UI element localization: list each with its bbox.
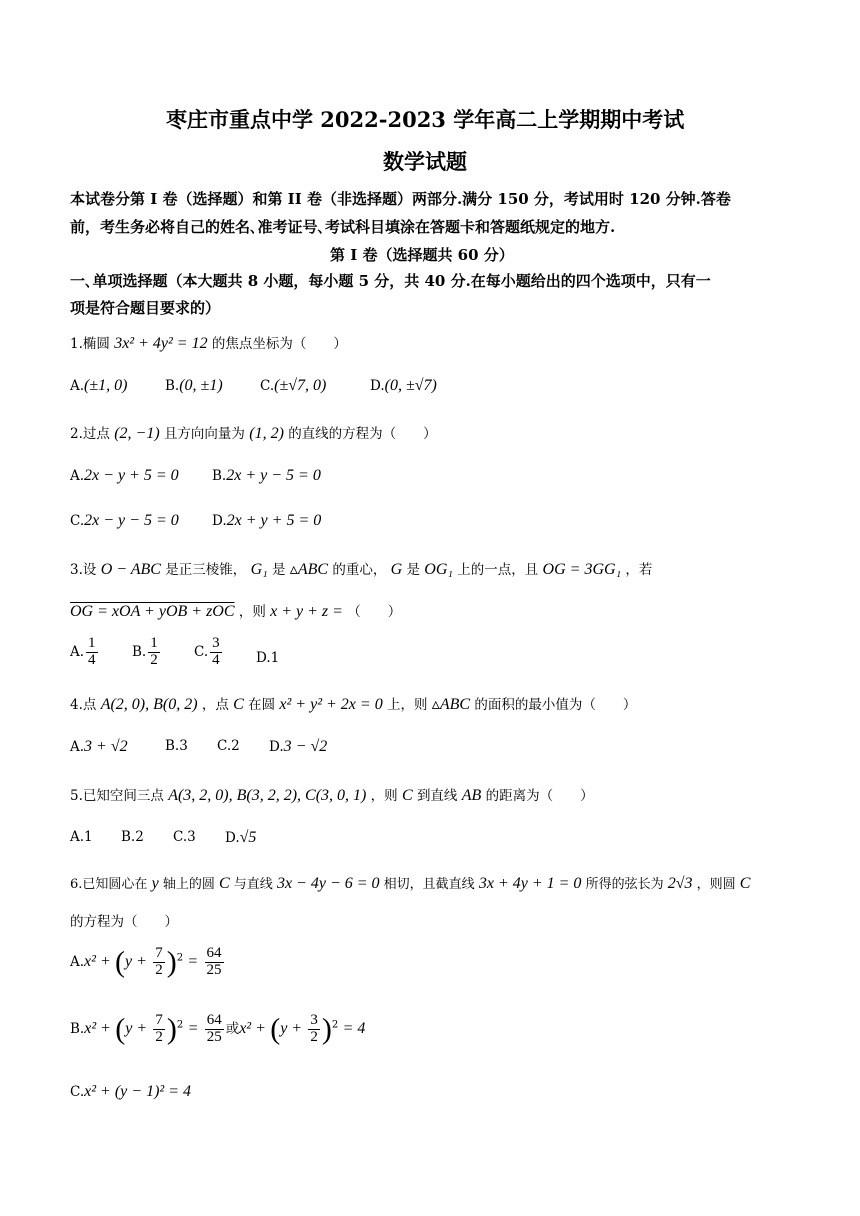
denominator: 25	[206, 961, 222, 978]
fraction	[153, 946, 165, 979]
question-text: 上的一点，且	[457, 562, 539, 578]
q2-option-a[interactable]	[70, 467, 179, 485]
question-text: 所得的弦长为	[585, 877, 664, 892]
question-4	[70, 693, 636, 714]
question-text: 到直线	[416, 788, 458, 804]
exponent: 2	[176, 952, 184, 964]
option-label: B.	[212, 468, 227, 484]
option-math: 2	[231, 738, 240, 754]
question-text: 的面积的最小值为（ ）	[474, 697, 637, 713]
option-math: (±√7, 0)	[274, 377, 327, 394]
fraction	[86, 636, 98, 669]
math-expression: C	[218, 875, 230, 892]
question-5	[70, 784, 594, 805]
question-text: 椭圆	[82, 336, 110, 352]
q2-option-b[interactable]	[212, 467, 321, 485]
fraction	[308, 1013, 320, 1046]
question-3-vector-line	[70, 600, 401, 621]
option-label: C.	[70, 1084, 85, 1100]
option-label: A.	[70, 953, 85, 970]
option-label: D.	[256, 650, 271, 666]
option-math: 1	[84, 829, 93, 845]
question-number: 5.	[70, 788, 83, 804]
question-text: ，则	[238, 604, 266, 620]
question-6-line-2: 的方程为（ ）	[70, 914, 178, 930]
question-number: 3.	[70, 562, 83, 578]
option-math: √5	[239, 829, 257, 846]
math-expression: A(2, 0), B(0, 2)	[100, 696, 198, 713]
left-paren: (	[115, 1012, 126, 1046]
q3-option-c[interactable]	[194, 636, 224, 669]
option-math: y +	[125, 1019, 148, 1037]
denominator: 4	[212, 651, 220, 668]
math-expression: (1, 2)	[249, 425, 284, 442]
option-math: 1	[270, 650, 280, 666]
option-math: 2	[135, 829, 144, 845]
question-2	[70, 422, 437, 443]
option-math: (0, ±1)	[179, 377, 223, 394]
denominator: 25	[206, 1028, 222, 1045]
option-label: D.	[225, 830, 240, 846]
option-label: C.	[173, 829, 188, 845]
q4-option-a[interactable]	[70, 738, 128, 756]
math-expression: C	[739, 875, 751, 892]
question-number: 4.	[70, 697, 83, 713]
option-label: D.	[212, 513, 227, 529]
q5-option-b[interactable]	[121, 829, 144, 845]
math-expression: ▵ABC	[431, 696, 471, 713]
question-text: 的焦点坐标为（ ）	[211, 336, 347, 352]
math-expression: y	[151, 875, 159, 892]
question-text: ，则圆	[696, 877, 736, 892]
part-heading-line-2: 项是符合题目要求的）	[70, 299, 221, 317]
math-expression: 3x − 4y − 6 = 0	[276, 875, 380, 892]
option-text: 或	[225, 1020, 240, 1037]
math-expression: ▵ABC	[289, 561, 329, 578]
right-paren: )	[166, 1012, 177, 1046]
q2-option-c[interactable]	[70, 512, 179, 530]
question-text: （ ）	[347, 604, 402, 620]
question-text: 已知圆心在	[82, 877, 148, 892]
numerator: 7	[155, 1012, 163, 1028]
option-math: y +	[280, 1019, 303, 1037]
option-label: B.	[165, 738, 180, 754]
math-expression: 3x² + 4y² = 12	[114, 335, 208, 352]
math-expression: AB	[461, 787, 482, 804]
math-expression: O − ABC	[100, 561, 161, 578]
option-label: A.	[70, 468, 85, 484]
option-label: B.	[121, 829, 136, 845]
option-math: =	[187, 1019, 199, 1037]
question-text: 设	[82, 562, 97, 578]
option-label: A.	[70, 643, 85, 660]
exponent: 2	[176, 1019, 184, 1031]
q6-option-a[interactable]	[70, 946, 226, 979]
denominator: 2	[155, 1028, 163, 1045]
q4-option-b[interactable]	[165, 738, 188, 754]
option-label: A.	[70, 739, 85, 755]
numerator: 1	[150, 635, 158, 651]
question-text: ，则	[370, 788, 398, 804]
math-expression: x² + y² + 2x = 0	[279, 696, 383, 713]
q3-option-a[interactable]	[70, 636, 100, 669]
instructions-line-1: 本试卷分第 I 卷（选择题）和第 II 卷（非选择题）两部分.满分 150 分，考试用时 120 分钟.答卷	[70, 190, 731, 208]
question-1	[70, 332, 347, 353]
numerator: 64	[206, 945, 222, 961]
left-paren: (	[115, 945, 126, 979]
option-math: 2x + y − 5 = 0	[226, 467, 321, 484]
option-math: 3 − √2	[283, 738, 328, 755]
question-text: ，若	[625, 562, 653, 578]
option-math: 2x + y + 5 = 0	[226, 512, 322, 529]
q1-option-a[interactable]	[70, 377, 127, 395]
option-label: C.	[194, 643, 209, 660]
instructions-line-2: 前，考生务必将自己的姓名､准考证号､考试科目填涂在答题卡和答题纸规定的地方.	[70, 218, 616, 236]
q1-option-b[interactable]	[165, 377, 223, 395]
fraction	[148, 636, 160, 669]
option-label: C.	[260, 378, 275, 394]
exam-title: 枣庄市重点中学 2022-2023 学年高二上学期期中考试	[166, 107, 685, 132]
option-math: 2x − y − 5 = 0	[84, 512, 179, 529]
denominator: 2	[310, 1028, 318, 1045]
option-math: =	[187, 952, 199, 970]
option-label: B.	[70, 1020, 85, 1037]
math-expression: C	[401, 787, 413, 804]
math-expression: x + y + z =	[270, 603, 343, 620]
numerator: 7	[155, 945, 163, 961]
q5-option-d[interactable]	[225, 829, 256, 847]
numerator: 1	[88, 635, 96, 651]
option-math: 2x − y + 5 = 0	[84, 467, 179, 484]
q4-option-d[interactable]	[269, 738, 327, 756]
question-text: 的直线的方程为（ ）	[288, 426, 437, 442]
question-number: 1.	[70, 336, 83, 352]
left-paren: (	[270, 1012, 281, 1046]
math-expression: OG₁	[424, 561, 453, 578]
math-expression: A(3, 2, 0), B(3, 2, 2), C(3, 0, 1)	[168, 787, 367, 804]
q1-option-c[interactable]	[260, 377, 326, 395]
math-expression: C	[233, 696, 244, 713]
question-text: 是	[406, 562, 420, 578]
option-label: C.	[70, 513, 85, 529]
q1-option-d[interactable]	[370, 377, 437, 395]
question-text: 的重心，	[332, 562, 387, 578]
option-math: x² + (y − 1)² = 4	[84, 1083, 191, 1100]
option-math: y +	[125, 952, 147, 970]
volume-heading: 第 I 卷（选择题共 60 分）	[330, 246, 514, 264]
option-math: 3	[187, 829, 196, 845]
math-expression: (2, −1)	[114, 425, 160, 442]
question-6	[70, 873, 750, 893]
option-label: C.	[217, 738, 232, 754]
fraction	[205, 1013, 224, 1046]
question-text: 与直线	[233, 877, 273, 892]
question-text: 的距离为（ ）	[485, 788, 594, 804]
option-math: x² +	[84, 1019, 111, 1037]
part-heading-line-1: 一､单项选择题（本大题共 8 小题，每小题 5 分，共 40 分.在每小题给出的四个选项中，只有一	[70, 272, 711, 290]
q6-option-c[interactable]	[70, 1083, 191, 1101]
option-label: B.	[165, 378, 180, 394]
exam-subject: 数学试题	[383, 149, 467, 174]
q3-option-b[interactable]	[132, 636, 162, 669]
q2-option-d[interactable]	[212, 512, 321, 530]
math-expression: OG = 3GG₁	[542, 561, 622, 578]
math-expression: G₁	[250, 561, 268, 578]
option-label: D.	[370, 378, 385, 394]
option-math: = 4	[342, 1019, 366, 1037]
question-text: 轴上的圆	[162, 877, 215, 892]
question-text: 点	[82, 697, 97, 713]
right-paren: )	[166, 945, 177, 979]
exponent: 2	[331, 1019, 339, 1031]
denominator: 4	[88, 651, 96, 668]
option-math: (0, ±√7)	[384, 377, 437, 394]
option-math: (±1, 0)	[84, 377, 128, 394]
q4-option-c[interactable]	[217, 738, 240, 754]
q6-option-b[interactable]	[70, 1013, 365, 1046]
question-number: 2.	[70, 426, 83, 442]
option-label: B.	[132, 643, 147, 660]
option-label: D.	[269, 739, 284, 755]
math-expression: 2√3	[667, 875, 693, 892]
numerator: 3	[310, 1012, 318, 1028]
question-text: 是	[271, 562, 286, 578]
question-text: 是正三棱锥，	[165, 562, 247, 578]
question-text: 相切，且截直线	[383, 877, 475, 892]
option-math: 3	[179, 738, 188, 754]
denominator: 2	[150, 651, 158, 668]
q3-option-d[interactable]	[256, 650, 279, 666]
question-3	[70, 558, 652, 579]
question-text: 过点	[82, 426, 110, 442]
fraction	[153, 1013, 165, 1046]
question-text: 在圆	[248, 697, 276, 713]
vector-equation: OG = xOA + yOB + zOC	[70, 603, 235, 620]
option-math: x² +	[239, 1019, 266, 1037]
denominator: 2	[155, 961, 163, 978]
fraction	[205, 946, 224, 979]
option-math: x² +	[84, 952, 111, 970]
question-text: 且方向向量为	[163, 426, 245, 442]
option-label: A.	[70, 378, 85, 394]
question-number: 6.	[70, 877, 83, 892]
q5-option-a[interactable]	[70, 829, 93, 845]
question-text: 已知空间三点	[82, 788, 164, 804]
math-expression: G	[390, 561, 403, 578]
right-paren: )	[321, 1012, 332, 1046]
q5-option-c[interactable]	[173, 829, 196, 845]
numerator: 64	[206, 1012, 222, 1028]
numerator: 3	[212, 635, 220, 651]
option-label: A.	[70, 829, 85, 845]
question-text: ，点	[201, 697, 229, 713]
fraction	[210, 636, 222, 669]
math-expression: 3x + 4y + 1 = 0	[478, 875, 582, 892]
option-math: 3 + √2	[84, 738, 128, 755]
question-text: 上，则	[387, 697, 428, 713]
